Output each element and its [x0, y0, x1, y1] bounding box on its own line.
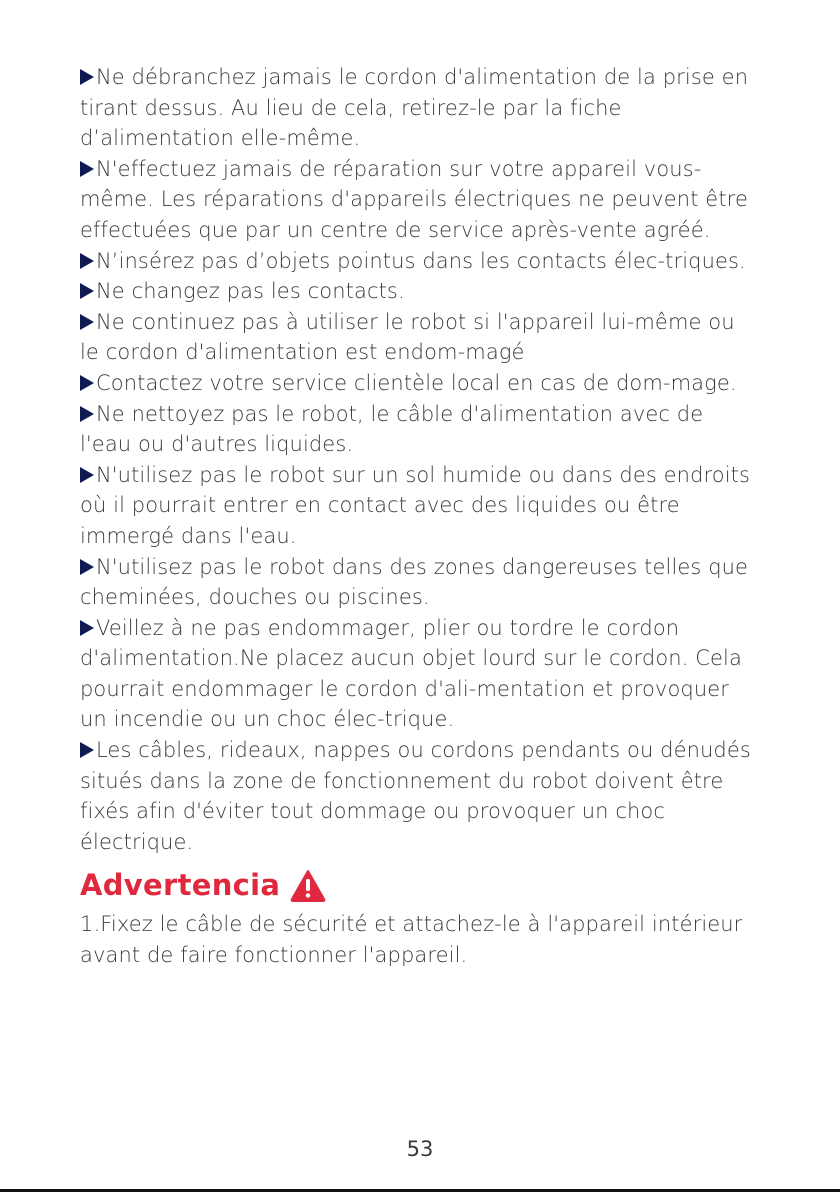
triangle-bullet-icon	[80, 314, 94, 330]
bullet-text: Contactez votre service clientèle local en cas de dom-mage.	[96, 370, 737, 395]
bullet-item	[80, 399, 760, 460]
triangle-bullet-icon	[80, 253, 94, 269]
triangle-bullet-icon	[80, 620, 94, 636]
bullet-item	[80, 62, 760, 154]
bullet-item	[80, 613, 760, 735]
triangle-bullet-icon	[80, 406, 94, 422]
bullet-item	[80, 552, 760, 613]
bullet-item	[80, 460, 760, 552]
bullet-text: Ne débranchez jamais le cordon d'alimentation de la prise en tirant dessus. Au lieu de cela, retirez-le par la fiche d’alimentation elle-même.	[80, 65, 749, 151]
bullet-text: N'utilisez pas le robot dans des zones dangereuses telles que cheminées, douches ou piscines.	[80, 554, 749, 610]
triangle-bullet-icon	[80, 283, 94, 299]
warning-heading: Advertencia	[80, 868, 281, 903]
bullet-item	[80, 735, 760, 857]
bullet-text: Veillez à ne pas endommager, plier ou tordre le cordon d'alimentation.Ne placez aucun objet lourd sur le cordon. Cela pourrait endommager le cordon d'ali-mentation et provoquer un incendie ou un choc élec-trique.	[80, 615, 742, 732]
bullet-item	[80, 307, 760, 368]
bullet-text: N'effectuez jamais de réparation sur votre appareil vous-même. Les réparations d'appareils électriques ne peuvent être effectuées que par un centre de service après-vente agréé.	[80, 156, 748, 242]
bullet-text: N’insérez pas d’objets pointus dans les contacts élec-triques.	[96, 248, 746, 273]
triangle-bullet-icon	[80, 161, 94, 177]
bullet-item	[80, 368, 760, 399]
triangle-bullet-icon	[80, 467, 94, 483]
bullet-item	[80, 246, 760, 277]
warning-text: 1.Fixez le câble de sécurité et attachez-le à l'appareil intérieur avant de faire fonctionner l'appareil.	[80, 912, 743, 968]
page-content	[80, 62, 760, 971]
warning-heading-row	[80, 865, 760, 905]
bullet-text: N'utilisez pas le robot sur un sol humide ou dans des endroits où il pourrait entrer en contact avec des liquides ou être immergé dans l'eau.	[80, 462, 751, 548]
page-number: 53	[406, 1137, 434, 1161]
triangle-bullet-icon	[80, 375, 94, 391]
bullet-text: Ne nettoyez pas le robot, le câble d'alimentation avec de l'eau ou d'autres liquides.	[80, 401, 704, 457]
warning-triangle-icon	[290, 869, 326, 902]
triangle-bullet-icon	[80, 742, 94, 758]
triangle-bullet-icon	[80, 69, 94, 85]
bullet-item	[80, 154, 760, 246]
safety-bullet-list	[80, 62, 760, 857]
bullet-text: Les câbles, rideaux, nappes ou cordons pendants ou dénudés situés dans la zone de fonctionnement du robot doivent être fixés afin d'éviter tout dommage ou provoquer un choc électrique.	[80, 738, 751, 854]
bullet-item	[80, 276, 760, 307]
triangle-bullet-icon	[80, 559, 94, 575]
bullet-text: Ne changez pas les contacts.	[96, 279, 405, 304]
bullet-text: Ne continuez pas à utiliser le robot si l'appareil lui-même ou le cordon d'alimentation est endom-magé	[80, 309, 735, 365]
